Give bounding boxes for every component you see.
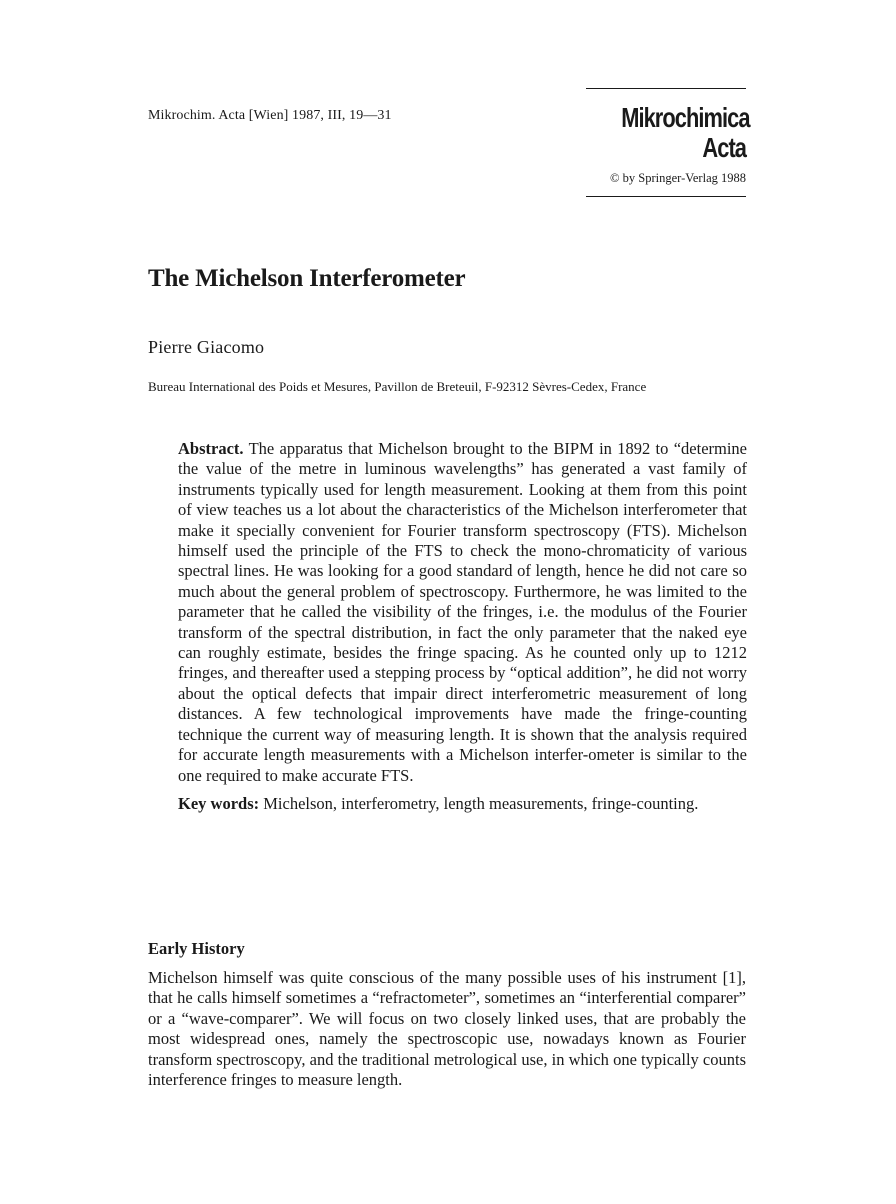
journal-name-line1: Mikrochimica xyxy=(621,102,750,133)
keywords-text: Michelson, interferometry, length measurements, fringe-counting. xyxy=(263,793,699,813)
section-body xyxy=(148,968,746,1090)
author-name: Pierre Giacomo xyxy=(148,337,265,357)
masthead-top-rule xyxy=(586,88,746,89)
journal-masthead xyxy=(586,88,750,197)
abstract-label: Abstract. xyxy=(178,439,244,458)
copyright-notice: © by Springer-Verlag 1988 xyxy=(610,171,746,185)
keywords-paragraph xyxy=(178,794,747,814)
journal-name-line2: Acta xyxy=(702,132,746,163)
masthead-bottom-rule xyxy=(586,196,746,197)
abstract-paragraph xyxy=(178,439,747,786)
journal-citation: Mikrochim. Acta [Wien] 1987, III, 19—31 xyxy=(148,108,392,123)
keywords-label: Key words: xyxy=(178,793,260,813)
article-title: The Michelson Interferometer xyxy=(148,265,466,292)
section-heading: Early History xyxy=(148,939,245,958)
abstract-block xyxy=(178,439,747,814)
body-paragraph: Michelson himself was quite conscious of the many possible uses of his instrument [1], that he calls himself sometimes a “refractometer”, sometimes an “interferential comparer” or a “wave-comparer”. We will focus on two closely linked uses, that are probably the most widespread ones, namely the spectroscopic use, nowadays known as Fourier transform spectroscopy, and the traditional metrological use, in which one typically counts interference fringes to measure length. xyxy=(148,968,746,1090)
author-affiliation: Bureau International des Poids et Mesures, Pavillon de Breteuil, F-92312 Sèvres-Cedex, France xyxy=(148,379,647,394)
abstract-text: The apparatus that Michelson brought to the BIPM in 1892 to “determine the value of the metre in luminous wavelengths” has generated a vast family of instruments typically used for length measurement. Looking at them from this point of view teaches us a lot about the characteristics of the Michelson interferometer that make it specially convenient for Fourier transform spectroscopy (FTS). Michelson himself used the principle of the FTS to check the mono-chromaticity of various spectral lines. He was looking for a good standard of length, hence he did not care so much about the general problem of spectroscopy. Furthermore, he was limited to the parameter that he called the visibility of the fringes, i.e. the modulus of the Fourier transform of the spectral distribution, in fact the only parameter that the naked eye can roughly estimate, besides the fringe spacing. As he counted only up to 1212 fringes, and thereafter used a stepping process by “optical addition”, he did not worry about the optical defects that impair direct interferometric measurement of long distances. A few technological improvements have made the fringe-counting technique the current way of measuring length. It is shown that the analysis required for accurate length measurements with a Michelson interfer-ometer is similar to the one required to make accurate FTS. xyxy=(178,439,748,785)
